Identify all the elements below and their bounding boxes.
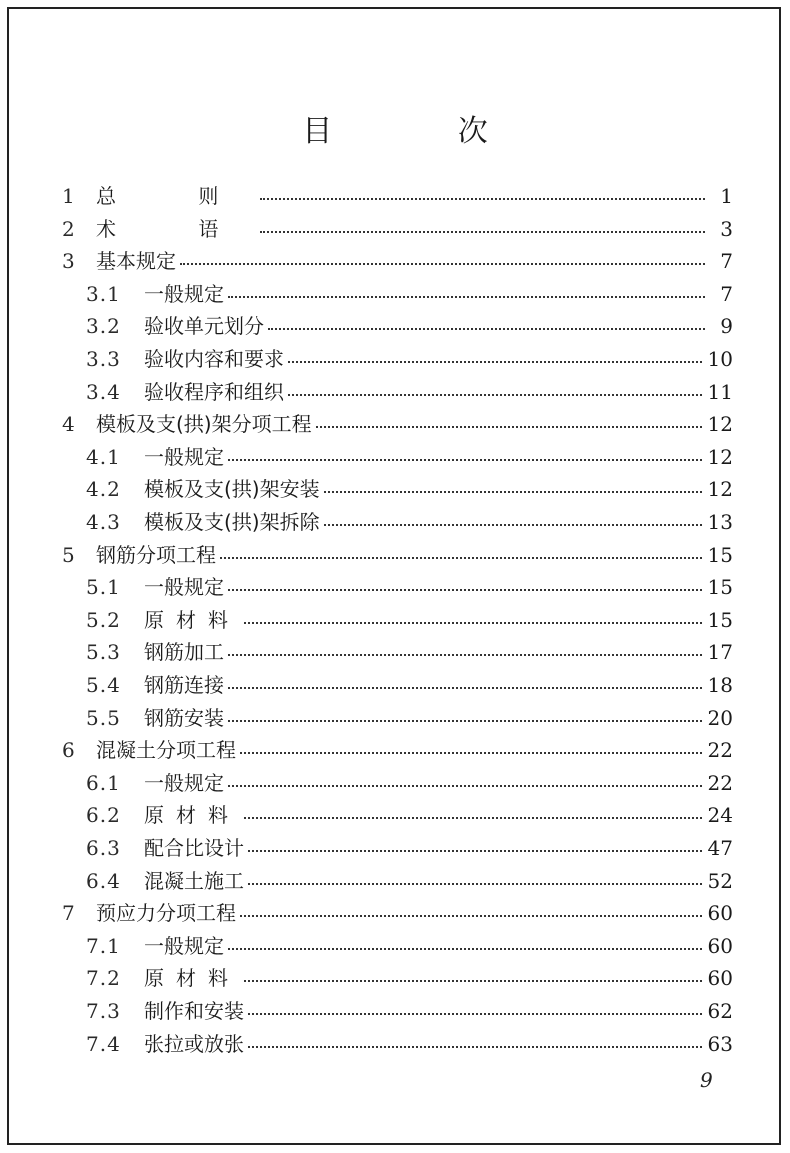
toc-entry (86, 832, 733, 864)
toc-entry-page: 47 (707, 836, 733, 860)
toc-entry-label: 基本规定 (96, 249, 176, 274)
toc-entry-page: 15 (707, 607, 733, 632)
toc-entry-label: 原材料 (144, 966, 240, 991)
toc-entry-page: 7 (720, 249, 733, 274)
toc-entry-page: 20 (707, 705, 733, 730)
toc-entry-label: 钢筋安装 (144, 705, 224, 730)
toc-entry (86, 702, 733, 734)
toc-leader-dots (260, 213, 705, 245)
toc-entry-number: 5.3 (86, 640, 121, 665)
toc-leader-dots (228, 441, 702, 473)
toc-entry (86, 636, 733, 668)
toc-entry-number: 7 (62, 901, 75, 926)
toc-leader-dots (220, 539, 702, 571)
toc-entry-page: 15 (707, 575, 733, 600)
toc-entry-label: 术 语 (96, 216, 257, 241)
toc-leader-dots (248, 832, 702, 864)
toc-entry-number: 2 (62, 216, 75, 241)
toc-entry (62, 245, 733, 277)
toc-entry-page: 63 (707, 1031, 733, 1056)
toc-entry-number: 7.4 (86, 1031, 121, 1056)
toc-leader-dots (248, 1028, 702, 1060)
toc-entry-label: 预应力分项工程 (96, 901, 236, 926)
toc-entry-label: 一般规定 (144, 575, 224, 600)
toc-entry (62, 213, 733, 245)
toc-entry-number: 3.4 (86, 379, 121, 404)
toc-entry (62, 408, 733, 440)
toc-leader-dots (288, 343, 702, 375)
toc-entry (86, 343, 733, 375)
toc-entry-page: 60 (707, 901, 733, 926)
toc-entry-number: 6.4 (86, 868, 121, 893)
toc-leader-dots (324, 506, 702, 538)
toc-entry-label: 配合比设计 (144, 836, 244, 860)
toc-entry-page: 17 (707, 640, 733, 665)
toc-entry-label: 原材料 (144, 803, 240, 828)
toc-entry-label: 总 则 (96, 184, 257, 208)
toc-entry-label: 原材料 (144, 607, 240, 632)
toc-leader-dots (268, 310, 705, 342)
toc-entry-label: 钢筋分项工程 (96, 542, 216, 567)
toc-entry-number: 5 (62, 542, 75, 567)
toc-entry-number: 4 (62, 412, 75, 437)
toc-entry-label: 混凝土施工 (144, 868, 244, 893)
toc-entry-number: 3.2 (86, 314, 121, 339)
page-number: 9 (700, 1068, 713, 1092)
toc-entry-page: 12 (707, 477, 733, 502)
toc-entry (86, 865, 733, 897)
toc-entry-page: 1 (720, 184, 733, 208)
toc-entry-page: 10 (707, 347, 733, 371)
toc-entry-number: 6.1 (86, 770, 121, 795)
toc-leader-dots (248, 995, 702, 1027)
toc-entry-label: 模板及支(拱)架安装 (144, 477, 320, 502)
toc-entry-number: 3.1 (86, 281, 121, 306)
toc-entry-page: 12 (707, 444, 733, 469)
toc-entry-number: 3 (62, 249, 75, 274)
toc-entry (86, 995, 733, 1027)
toc-entry (86, 962, 733, 994)
toc-entry-label: 张拉或放张 (144, 1031, 244, 1056)
toc-leader-dots (228, 571, 702, 603)
toc-entry-label: 一般规定 (144, 444, 224, 469)
toc-leader-dots (228, 767, 702, 799)
toc-entry-page: 62 (707, 999, 733, 1023)
toc-entry-label: 混凝土分项工程 (96, 738, 236, 763)
toc-leader-dots (240, 734, 702, 766)
toc-entry (86, 473, 733, 505)
toc-entry-number: 4.3 (86, 510, 121, 534)
toc-entry-number: 6.3 (86, 836, 121, 860)
toc-entry-page: 12 (707, 412, 733, 437)
toc-entry-page: 11 (707, 379, 733, 404)
toc-leader-dots (180, 245, 705, 277)
toc-entry (62, 180, 733, 212)
toc-entry-label: 一般规定 (144, 770, 224, 795)
toc-entry (62, 897, 733, 929)
toc-entry-label: 钢筋连接 (144, 673, 224, 697)
toc-entry-page: 24 (707, 803, 733, 828)
toc-entry (86, 604, 733, 636)
toc-leader-dots (228, 930, 702, 962)
toc-entry-page: 3 (720, 216, 733, 241)
toc-entry-number: 7.1 (86, 933, 121, 958)
toc-leader-dots (228, 702, 702, 734)
toc-entry-page: 52 (707, 868, 733, 893)
toc-entry-number: 4.2 (86, 477, 121, 502)
toc-entry-page: 13 (707, 510, 733, 534)
toc-leader-dots (324, 473, 702, 505)
toc-entry-number: 5.1 (86, 575, 121, 600)
toc-entry (86, 1028, 733, 1060)
toc-entry-page: 60 (707, 933, 733, 958)
toc-entry (62, 539, 733, 571)
toc-entry-page: 15 (707, 542, 733, 567)
toc-leader-dots (244, 799, 702, 831)
toc-entry (86, 571, 733, 603)
toc-leader-dots (240, 897, 702, 929)
toc-entry-label: 验收程序和组织 (144, 379, 284, 404)
toc-entry-page: 9 (720, 314, 733, 339)
toc-entry-page: 7 (720, 281, 733, 306)
toc-entry-number: 6.2 (86, 803, 121, 828)
page-title: 目 次 (302, 114, 546, 149)
toc-entry-page: 22 (707, 770, 733, 795)
toc-entry (86, 441, 733, 473)
toc-entry-page: 60 (707, 966, 733, 991)
toc-entry (86, 767, 733, 799)
toc-entry-label: 制作和安装 (144, 999, 244, 1023)
toc-entry (86, 376, 733, 408)
toc-entry-page: 22 (707, 738, 733, 763)
toc-leader-dots (244, 962, 702, 994)
toc-leader-dots (228, 669, 702, 701)
toc-leader-dots (248, 865, 702, 897)
toc-entry-number: 5.5 (86, 705, 121, 730)
toc-leader-dots (244, 604, 702, 636)
toc-entry (86, 506, 733, 538)
toc-entry-label: 钢筋加工 (144, 640, 224, 665)
toc-entry-label: 模板及支(拱)架拆除 (144, 510, 320, 534)
toc-leader-dots (316, 408, 702, 440)
toc-entry-number: 4.1 (86, 444, 121, 469)
toc-entry (86, 310, 733, 342)
toc-entry (62, 734, 733, 766)
toc-entry-number: 7.3 (86, 999, 121, 1023)
toc-leader-dots (228, 636, 702, 668)
toc-entry-number: 7.2 (86, 966, 121, 991)
toc-entry-label: 一般规定 (144, 281, 224, 306)
toc-entry-number: 1 (62, 184, 75, 208)
toc-entry (86, 930, 733, 962)
toc-entry (86, 278, 733, 310)
toc-entry-number: 5.4 (86, 673, 121, 697)
toc-entry (86, 669, 733, 701)
toc-leader-dots (288, 376, 702, 408)
toc-entry-number: 3.3 (86, 347, 121, 371)
toc-entry-number: 5.2 (86, 607, 121, 632)
toc-entry-label: 模板及支(拱)架分项工程 (96, 412, 312, 437)
toc-entry-number: 6 (62, 738, 75, 763)
toc-entry-label: 一般规定 (144, 933, 224, 958)
toc-entry-label: 验收单元划分 (144, 314, 264, 339)
toc-leader-dots (228, 278, 705, 310)
toc-entry-page: 18 (707, 673, 733, 697)
toc-leader-dots (260, 180, 705, 212)
toc-entry (86, 799, 733, 831)
toc-entry-label: 验收内容和要求 (144, 347, 284, 371)
